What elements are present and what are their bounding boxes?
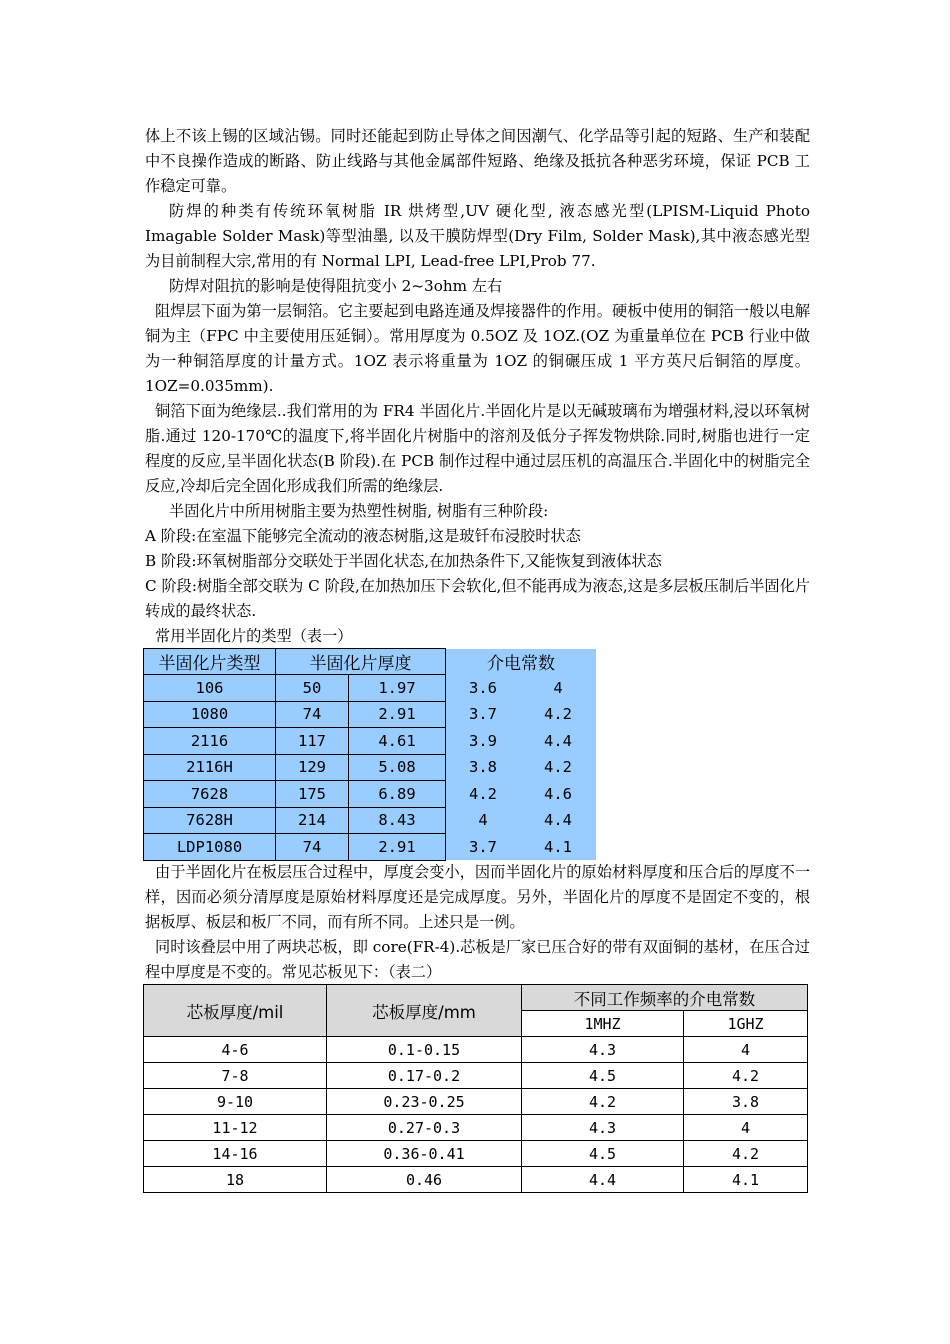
- cell-mil: 11-12: [144, 1115, 327, 1141]
- header-core-thickness-mil: 芯板厚度/mil: [144, 985, 327, 1037]
- cell-type: 7628H: [144, 807, 276, 834]
- cell-thickness-alt: 1.97: [349, 675, 446, 702]
- cell-thickness: 129: [276, 754, 349, 781]
- cell-mil: 14-16: [144, 1141, 327, 1167]
- cell-mm: 0.36-0.41: [327, 1141, 522, 1167]
- header-dielectric-constant: 介电常数: [446, 649, 597, 675]
- cell-1ghz: 3.8: [684, 1089, 808, 1115]
- table-row: [144, 1141, 808, 1167]
- cell-thickness-alt: 8.43: [349, 807, 446, 834]
- header-core-thickness-mm: 芯板厚度/mm: [327, 985, 522, 1037]
- cell-dk: 4.2: [446, 781, 521, 808]
- cell-thickness-alt: 2.91: [349, 834, 446, 861]
- cell-dk-alt: 4.4: [520, 807, 596, 834]
- cell-1mhz: 4.2: [522, 1089, 684, 1115]
- cell-mm: 0.27-0.3: [327, 1115, 522, 1141]
- cell-type: 106: [144, 675, 276, 702]
- paragraph-stage-a: A 阶段:在室温下能够完全流动的液态树脂,这是玻钎布浸胶时状态: [145, 527, 581, 545]
- cell-thickness: 50: [276, 675, 349, 702]
- table1-caption: 常用半固化片的类型（表一）: [155, 627, 353, 645]
- paragraph-copper-foil: 阻焊层下面为第一层铜箔。它主要起到电路连通及焊接器件的作用。硬板中使用的铜箔一般以电解铜为主（FPC 中主要使用压延铜）。常用厚度为 0.5OZ 及 1OZ.(OZ 为重量单位在 PCB 行业中做为一种铜箔厚度的计量方式。1OZ 表示将重量为 1OZ 的铜碾压成 1 平方英尺后铜箔的厚度。1OZ=0.035mm).: [145, 302, 810, 395]
- paragraph-resin-stages: 半固化片中所用树脂主要为热塑性树脂, 树脂有三种阶段:: [169, 502, 549, 520]
- cell-mil: 7-8: [144, 1063, 327, 1089]
- cell-dk: 3.9: [446, 728, 521, 755]
- table-header-row: [144, 985, 808, 1011]
- table-header-row: [144, 649, 597, 675]
- table-row: [144, 675, 597, 702]
- cell-dk-alt: 4.2: [520, 701, 596, 728]
- cell-dk: 3.6: [446, 675, 521, 702]
- cell-1mhz: 4.5: [522, 1063, 684, 1089]
- table-row: [144, 1167, 808, 1193]
- cell-mil: 9-10: [144, 1089, 327, 1115]
- table-row: [144, 807, 597, 834]
- cell-1mhz: 4.3: [522, 1115, 684, 1141]
- cell-mil: 4-6: [144, 1037, 327, 1063]
- cell-mm: 0.23-0.25: [327, 1089, 522, 1115]
- cell-dk: 3.8: [446, 754, 521, 781]
- cell-thickness: 74: [276, 701, 349, 728]
- cell-type: 2116: [144, 728, 276, 755]
- cell-dk-alt: 4.4: [520, 728, 596, 755]
- cell-dk: 3.7: [446, 701, 521, 728]
- cell-type: 1080: [144, 701, 276, 728]
- cell-1mhz: 4.4: [522, 1167, 684, 1193]
- paragraph-solder-mask-types: 防焊的种类有传统环氧树脂 IR 烘烤型,UV 硬化型, 液态感光型(LPISM-Liquid Photo Imagable Solder Mask)等型油墨, 以及干膜防焊型(Dry Film, Solder Mask),其中液态感光型为目前制程大宗,常用的有 Normal LPI, Lead-free LPI,Prob 77.: [145, 202, 810, 270]
- cell-1ghz: 4.2: [684, 1063, 808, 1089]
- cell-1mhz: 4.5: [522, 1141, 684, 1167]
- header-1ghz: 1GHZ: [684, 1011, 808, 1037]
- paragraph-impedance-effect: 防焊对阻抗的影响是使得阻抗变小 2~3ohm 左右: [169, 277, 503, 295]
- cell-dk: 4: [446, 807, 521, 834]
- cell-thickness: 74: [276, 834, 349, 861]
- table-row: [144, 1089, 808, 1115]
- table-row: [144, 834, 597, 861]
- cell-dk-alt: 4: [520, 675, 596, 702]
- prepreg-table: [143, 648, 596, 861]
- cell-thickness: 214: [276, 807, 349, 834]
- table-row: [144, 1063, 808, 1089]
- cell-dk-alt: 4.6: [520, 781, 596, 808]
- cell-1ghz: 4.1: [684, 1167, 808, 1193]
- cell-1mhz: 4.3: [522, 1037, 684, 1063]
- cell-mil: 18: [144, 1167, 327, 1193]
- table-row: [144, 728, 597, 755]
- header-prepreg-type: 半固化片类型: [144, 649, 276, 675]
- cell-type: 7628: [144, 781, 276, 808]
- table-row: [144, 1037, 808, 1063]
- paragraph-stage-c: C 阶段:树脂全部交联为 C 阶段,在加热加压下会软化,但不能再成为液态,这是多层板压制后半固化片转成的最终状态.: [145, 577, 810, 620]
- header-prepreg-thickness: 半固化片厚度: [276, 649, 446, 675]
- paragraph-solder-mask-function: 体上不该上锡的区域沾锡。同时还能起到防止导体之间因潮气、化学品等引起的短路、生产和装配中不良操作造成的断路、防止线路与其他金属部件短路、绝缘及抵抗各种恶劣环境，保证 PCB 工作稳定可靠。: [145, 127, 810, 195]
- cell-thickness: 117: [276, 728, 349, 755]
- header-dielectric-by-frequency: 不同工作频率的介电常数: [522, 985, 808, 1011]
- table-row: [144, 701, 597, 728]
- cell-mm: 0.17-0.2: [327, 1063, 522, 1089]
- cell-mm: 0.46: [327, 1167, 522, 1193]
- header-1mhz: 1MHZ: [522, 1011, 684, 1037]
- cell-dk-alt: 4.2: [520, 754, 596, 781]
- table-row: [144, 781, 597, 808]
- cell-thickness-alt: 4.61: [349, 728, 446, 755]
- paragraph-insulation-layer: 铜箔下面为绝缘层..我们常用的为 FR4 半固化片.半固化片是以无碱玻璃布为增强材料,浸以环氧树脂.通过 120-170℃的温度下,将半固化片树脂中的溶剂及低分子挥发物烘除.同时,树脂也进行一定程度的反应,呈半固化状态(B 阶段).在 PCB 制作过程中通过层压机的高温压合.半固化中的树脂完全反应,冷却后完全固化形成我们所需的绝缘层.: [145, 402, 810, 495]
- paragraph-core-board: 同时该叠层中用了两块芯板，即 core(FR-4).芯板是厂家已压合好的带有双面铜的基材，在压合过程中厚度是不变的。常见芯板见下：（表二）: [145, 938, 810, 981]
- table-row: [144, 754, 597, 781]
- paragraph-stage-b: B 阶段:环氧树脂部分交联处于半固化状态,在加热条件下,又能恢复到液体状态: [145, 552, 662, 570]
- cell-1ghz: 4: [684, 1115, 808, 1141]
- cell-mm: 0.1-0.15: [327, 1037, 522, 1063]
- cell-1ghz: 4.2: [684, 1141, 808, 1167]
- cell-thickness: 175: [276, 781, 349, 808]
- paragraph-prepreg-thickness-note: 由于半固化片在板层压合过程中，厚度会变小，因而半固化片的原始材料厚度和压合后的厚度不一样，因而必须分清厚度是原始材料厚度还是完成厚度。另外，半固化片的厚度不是固定不变的，根据板厚、板层和板厂不同，而有所不同。上述只是一例。: [145, 863, 810, 931]
- table-row: [144, 1115, 808, 1141]
- cell-type: 2116H: [144, 754, 276, 781]
- core-board-table: [143, 984, 808, 1193]
- cell-dk: 3.7: [446, 834, 521, 861]
- cell-thickness-alt: 5.08: [349, 754, 446, 781]
- cell-thickness-alt: 2.91: [349, 701, 446, 728]
- cell-dk-alt: 4.1: [520, 834, 596, 861]
- cell-1ghz: 4: [684, 1037, 808, 1063]
- cell-type: LDP1080: [144, 834, 276, 861]
- cell-thickness-alt: 6.89: [349, 781, 446, 808]
